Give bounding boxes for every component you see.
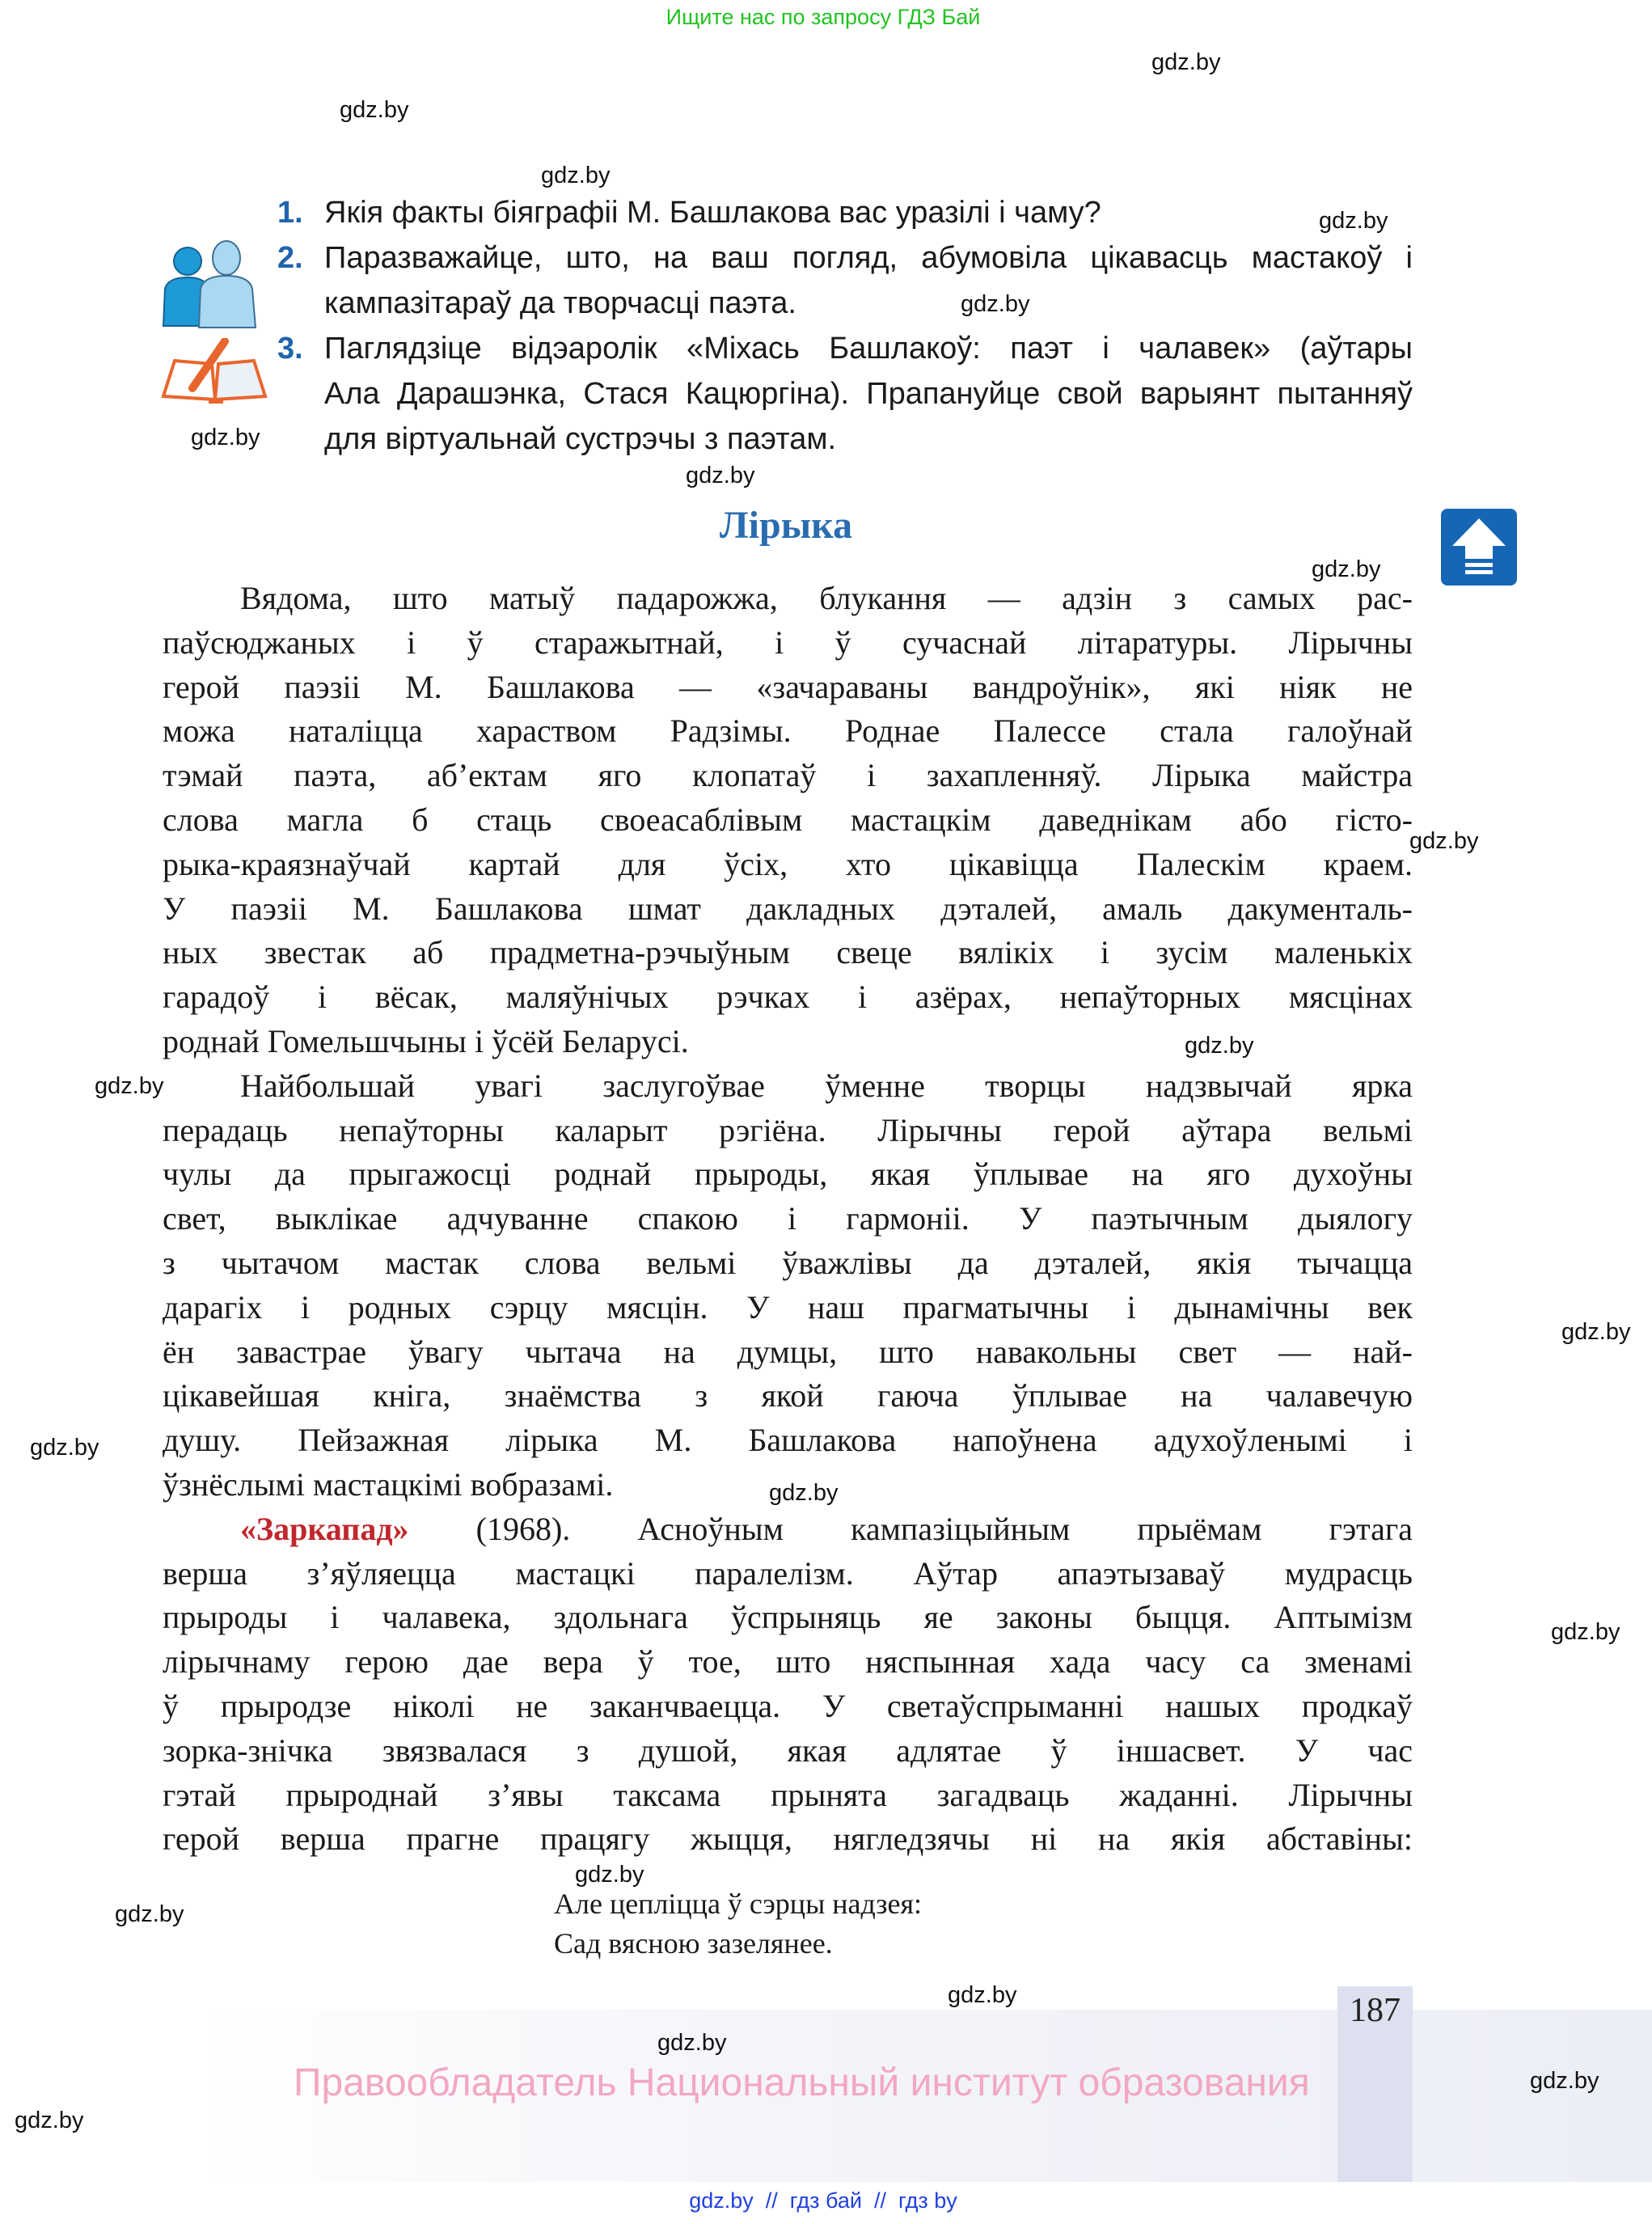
watermark: gdz.by <box>961 291 1030 317</box>
text-line: чулы да прыгажосці роднай прыроды, якая ўплывае на яго духоўны <box>163 1156 1413 1193</box>
rights-holder-notice: Правообладатель Национальный институт образования <box>294 2061 1310 2104</box>
text-line: гэтай прыроднай з’явы таксама прынята загадваць жаданні. Лірычны <box>163 1776 1413 1813</box>
watermark: gdz.by <box>30 1435 99 1461</box>
text-line: слова магла б стаць своеасаблівым мастацкім даведнікам або гісто- <box>163 801 1413 838</box>
question-1 <box>277 190 1413 235</box>
text-line: дарагіх і родных сэрцу мясцін. У наш прагматычны і дынамічны век <box>163 1288 1413 1326</box>
text-line: верша з’яўляецца мастацкі паралелізм. Аўтар апаэтызаваў мудрасць <box>163 1554 1413 1592</box>
text-line: душу. Пейзажная лірыка М. Башлакова напоўнена адухоўленымі і <box>163 1422 1413 1459</box>
paragraph <box>163 1507 1413 1862</box>
watermark: gdz.by <box>1319 208 1388 234</box>
watermark: gdz.by <box>657 2030 727 2056</box>
poem-quote <box>554 1884 922 1964</box>
body-text <box>163 577 1413 1862</box>
watermark: gdz.by <box>769 1480 839 1506</box>
text-line: рыка-краязнаўчай картай для ўсіх, хто цікавіцца Палескім краем. <box>163 845 1413 882</box>
poem-title: «Заркапад» <box>240 1510 409 1547</box>
question-text: Ала Дарашэнка, Стася Кацюргіна). Прапануйце свой варыянт пытанняў <box>324 377 1413 411</box>
book-pencil-icon <box>160 338 269 404</box>
question-text: Якія факты біяграфіі М. Башлакова вас уразілі і чаму? <box>324 196 1101 230</box>
watermark: gdz.by <box>1312 556 1381 582</box>
text-line: роднай Гомельшчыны і ўсёй Беларусі. <box>163 1022 689 1059</box>
text-run: (1968). Асноўным кампазіцыйным прыёмам гэтага <box>408 1510 1413 1547</box>
watermark: gdz.by <box>575 1862 644 1888</box>
page-number: 187 <box>1350 1992 1401 2029</box>
watermark: gdz.by <box>1551 1619 1620 1645</box>
watermark: gdz.by <box>115 1901 184 1927</box>
section-title: Лірыка <box>719 504 853 547</box>
question-text: кампазітараў да творчасці паэта. <box>324 286 796 320</box>
question-number: 2. <box>277 241 303 275</box>
question-text: Паглядзіце відэаролік «Міхась Башлакоў: паэт і чалавек» (аўтары <box>324 332 1413 366</box>
text-line: зорка-знічка звязвалася з душой, якая адлятае ў іншасвет. У час <box>163 1731 1413 1769</box>
poem-line: Але цепліцца ў сэрцы надзея: <box>554 1888 923 1920</box>
watermark: gdz.by <box>541 163 611 188</box>
bottom-links[interactable]: gdz.by // гдз бай // гдз by <box>689 2188 957 2213</box>
text-line: паўсюджаных і ў старажытнай, і ў сучаснай літаратуры. Лірычны <box>163 624 1413 661</box>
text-line: лірычнаму герою дае вера ў тое, што няспынная хада часу са зменамі <box>163 1643 1413 1681</box>
text-line: Найбольшай увагі заслугоўвае ўменне творцы надзвычай ярка <box>240 1067 1413 1104</box>
text-line: перадаць непаўторны каларыт рэгіёна. Лірычны герой аўтара вельмі <box>163 1111 1413 1148</box>
text-line: герой верша прагне працягу жыцця, нягледзячы ні на якія абставіны: <box>163 1820 1413 1858</box>
question-text: для віртуальнай сустрэчы з паэтам. <box>324 422 837 456</box>
paragraph <box>163 1064 1413 1507</box>
text-line: герой паэзіі М. Башлакова — «зачараваны вандроўнік», які ніяк не <box>163 668 1413 705</box>
paragraph <box>163 577 1413 1064</box>
text-line: свет, выклікае адчуванне спакою і гармоніі. У паэтычным дыялогу <box>163 1200 1413 1237</box>
question-number: 3. <box>277 332 303 366</box>
question-3 <box>277 326 1413 462</box>
watermark: gdz.by <box>95 1073 164 1099</box>
text-line: тэмай паэта, аб’ектам яго клопатаў і захапленняў. Лірыка майстра <box>163 757 1413 794</box>
text-line: ўзнёслымі мастацкімі вобразамі. <box>163 1465 614 1503</box>
arrow-up-icon <box>1441 509 1517 586</box>
text-line <box>163 1507 1413 1552</box>
watermark: gdz.by <box>1185 1033 1254 1059</box>
text-line: прыроды і чалавека, здольнага ўспрыняць яе законы быцця. Аптымізм <box>163 1599 1413 1636</box>
text-line: У паэзіі М. Башлакова шмат дакладных дэталей, амаль дакументаль- <box>163 890 1413 927</box>
text-line: з чытачом мастак слова вельмі ўважлівы да дэталей, якія тычацца <box>163 1244 1413 1281</box>
question-text: Паразважайце, што, на ваш погляд, абумовіла цікавасць мастакоў і <box>324 241 1413 275</box>
text-line: ных звестак аб прадметна-рэчыўным свеце вялікіх і зусім маленькіх <box>163 934 1413 971</box>
watermark: gdz.by <box>15 2108 84 2133</box>
watermark: gdz.by <box>948 1982 1017 2008</box>
watermark: gdz.by <box>1561 1319 1631 1345</box>
text-line: ў прыродзе ніколі не заканчваецца. У светаўспрыманні нашых продкаў <box>163 1687 1413 1724</box>
question-2 <box>277 235 1413 326</box>
text-line: гарадоў і вёсак, маляўнічых рэчках і азёрах, непаўторных мясцінах <box>163 979 1413 1016</box>
watermark: gdz.by <box>1530 2068 1599 2094</box>
watermark: gdz.by <box>686 463 755 488</box>
text-line: цікавейшая кніга, знаёмства з якой гаюча ўплывае на чалавечую <box>163 1377 1413 1414</box>
discussion-people-icon <box>160 239 269 329</box>
search-banner[interactable]: Ищите нас по запросу ГДЗ Бай <box>665 5 981 29</box>
watermark: gdz.by <box>191 425 260 450</box>
text-line: можа наталіцца хараством Радзімы. Роднае Палессе стала галоўнай <box>163 712 1413 750</box>
text-line: Вядома, што матыў падарожжа, блукання — адзін з самых рас- <box>240 580 1413 616</box>
watermark: gdz.by <box>340 97 409 123</box>
poem-line: Сад вясною зазелянее. <box>554 1927 833 1960</box>
watermark: gdz.by <box>1151 49 1221 75</box>
back-to-top-button[interactable] <box>1441 509 1517 586</box>
question-number: 1. <box>277 196 303 230</box>
text-line: ён завастрае ўвагу чытача на думцы, што навакольны свет — най- <box>163 1333 1413 1370</box>
watermark: gdz.by <box>1409 828 1479 854</box>
